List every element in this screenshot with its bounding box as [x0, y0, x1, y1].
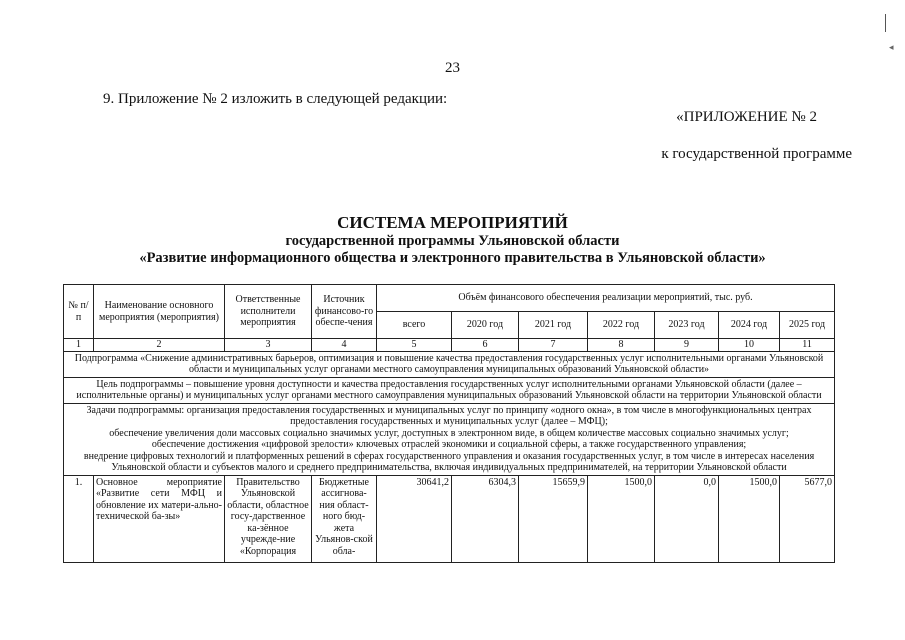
- to-program-label: к государственной программе: [661, 146, 852, 162]
- header-year: 2023 год: [655, 312, 719, 339]
- row-year-value: 5677,0: [780, 475, 835, 562]
- row-year-value: 6304,3: [452, 475, 519, 562]
- table-row: [64, 475, 835, 562]
- column-number: 7: [519, 339, 588, 352]
- task-line: Задачи подпрограммы: организация предоставления государственных и муниципальных услуг по принципу «одного окна», в том числе в многофункциональных центрах предоставления государственных и муниципальных услуг (далее – МФЦ);: [86, 404, 812, 427]
- header-year: 2020 год: [452, 312, 519, 339]
- column-number: 6: [452, 339, 519, 352]
- column-number: 1: [64, 339, 94, 352]
- header-total: всего: [377, 312, 452, 339]
- header-year: 2025 год: [780, 312, 835, 339]
- page-number: 23: [445, 60, 460, 76]
- row-year-value: 1500,0: [588, 475, 655, 562]
- row-num: 1.: [64, 475, 94, 562]
- column-number: 2: [94, 339, 225, 352]
- column-number: 10: [719, 339, 780, 352]
- column-number: 8: [588, 339, 655, 352]
- appendix-label: «ПРИЛОЖЕНИЕ № 2: [676, 109, 817, 125]
- row-total: 30641,2: [377, 475, 452, 562]
- tasks-cell: [64, 403, 835, 475]
- header-funding: Объём финансового обеспечения реализации мероприятий, тыс. руб.: [377, 285, 835, 312]
- header-source: Источник финансово-го обеспе-чения: [312, 285, 377, 339]
- task-line: обеспечение достижения «цифровой зрелости» ключевых отраслей экономики и социальной сферы, а также государственного управления;: [151, 439, 747, 450]
- header-name: Наименование основного мероприятия (мероприятия): [94, 285, 225, 339]
- measures-table: [63, 284, 835, 563]
- tasks-row: [64, 403, 835, 475]
- column-number: 4: [312, 339, 377, 352]
- row-source: Бюджетные ассигнова-ния област-ного бюд-жета Ульянов-ской обла-: [312, 475, 377, 562]
- document-subtitle-line1: государственной программы Ульяновской области: [285, 233, 620, 249]
- row-responsible: Правительство Ульяновской области, областное госу-дарственное ка-зённое учрежде-ние «Корпорация: [225, 475, 312, 562]
- row-year-value: 0,0: [655, 475, 719, 562]
- column-number: 9: [655, 339, 719, 352]
- column-number: 3: [225, 339, 312, 352]
- column-number: 5: [377, 339, 452, 352]
- task-line: внедрение цифровых технологий и платформенных решений в сферах государственного управления и оказания государственных услуг, в том числе в интересах населения Ульяновской области и субъектов малого и среднего предпринимательства, включая индивидуальных предпринимателей, на территории Ульяновской области: [83, 450, 815, 473]
- task-line: обеспечение увеличения доли массовых социально значимых услуг, доступных в электронном виде, в общем количестве массовых социально значимых услуг;: [109, 427, 789, 439]
- header-year: 2021 год: [519, 312, 588, 339]
- scan-edge-dot: ◂: [889, 42, 894, 52]
- row-name: Основное мероприятие «Развитие сети МФЦ и обновление их матери-ально-технической ба-зы»: [94, 475, 225, 562]
- header-responsible: Ответственные исполнители мероприятия: [225, 285, 312, 339]
- column-number-row: [64, 339, 835, 352]
- subprogram-text: Подпрограмма «Снижение административных барьеров, оптимизация и повышение качества предоставления государственных услуг исполнительными органами Ульяновской области и муниципальных услуг органами местного самоуправления муниципальных образований Ульяновской области»: [64, 351, 835, 377]
- row-year-value: 15659,9: [519, 475, 588, 562]
- header-row-1: [64, 285, 835, 312]
- row-year-value: 1500,0: [719, 475, 780, 562]
- scan-edge-mark: [885, 14, 886, 32]
- goal-row: [64, 377, 835, 403]
- header-year: 2024 год: [719, 312, 780, 339]
- subprogram-row: [64, 351, 835, 377]
- header-year: 2022 год: [588, 312, 655, 339]
- document-title: СИСТЕМА МЕРОПРИЯТИЙ: [337, 213, 568, 232]
- goal-text: Цель подпрограммы – повышение уровня доступности и качества предоставления государственных услуг исполнительными органами Ульяновской области (далее – исполнительные органы) и муниципальных услуг органами местного самоуправления муниципальных образований Ульяновской области на территории Ульяновской области: [64, 377, 835, 403]
- column-number: 11: [780, 339, 835, 352]
- document-subtitle-line2: «Развитие информационного общества и электронного правительства в Ульяновской области»: [139, 250, 766, 266]
- header-num: № п/п: [64, 285, 94, 339]
- item-text: 9. Приложение № 2 изложить в следующей редакции:: [103, 91, 448, 107]
